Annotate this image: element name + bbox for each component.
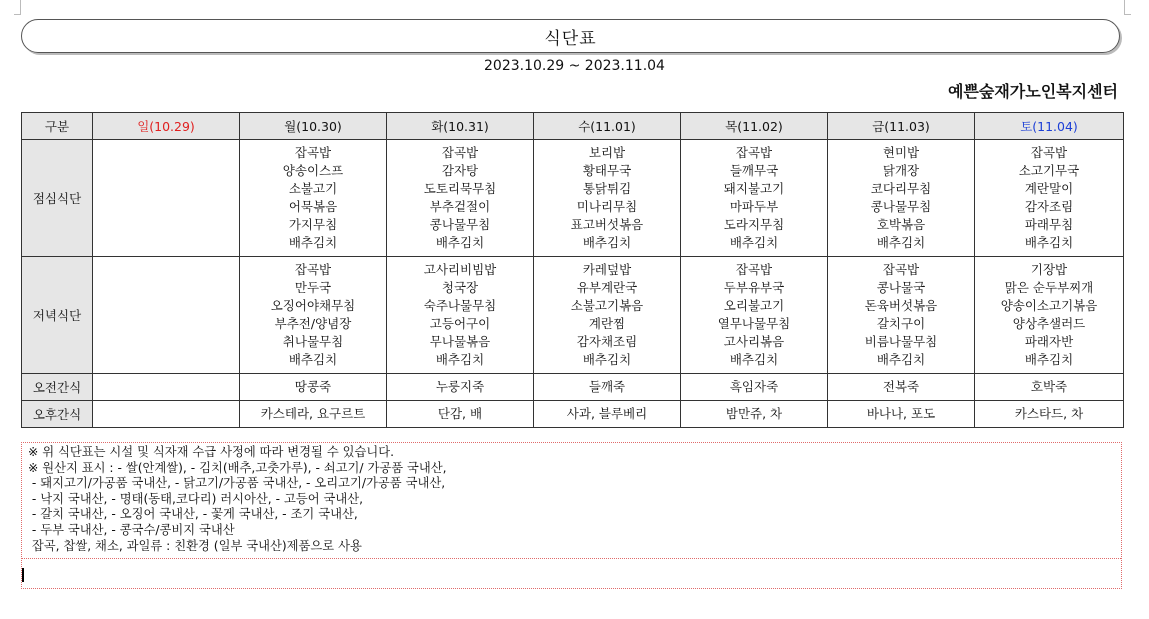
menu-item: 미나리무침 — [576, 199, 638, 214]
menu-item: 감자탕 — [441, 163, 479, 178]
menu-item: 단감, 배 — [437, 406, 483, 421]
menu-item: 콩나물무침 — [870, 199, 932, 214]
notes-list — [22, 445, 1121, 559]
title-box — [21, 19, 1120, 53]
note-line: - 두부 국내산, - 콩국수/콩비지 국내산 — [28, 522, 235, 537]
menu-cell — [975, 401, 1124, 428]
menu-item: 유부계란국 — [576, 280, 638, 295]
menu-cell — [534, 257, 681, 374]
menu-item: 감자조림 — [1024, 199, 1074, 214]
row-label: 오전간식 — [22, 374, 93, 401]
menu-cell — [975, 140, 1124, 257]
menu-item: 배추김치 — [729, 352, 779, 367]
menu-item: 양송이스프 — [282, 163, 344, 178]
menu-item: 흑임자죽 — [729, 379, 779, 394]
menu-cell — [240, 374, 387, 401]
menu-item: 호박볶음 — [876, 217, 926, 232]
menu-cell — [975, 257, 1124, 374]
menu-item: 갈치구이 — [876, 316, 926, 331]
menu-item: 들깨무국 — [729, 163, 779, 178]
menu-item: 파래무침 — [1024, 217, 1074, 232]
note-line: ※ 위 식단표는 시설 및 식자재 수급 사정에 따라 변경될 수 있습니다. — [28, 445, 395, 459]
menu-item: 돈육버섯볶음 — [864, 298, 938, 313]
menu-item: 양상추샐러드 — [1012, 316, 1086, 331]
text-cursor — [22, 568, 24, 582]
menu-item: 소불고기볶음 — [570, 298, 644, 313]
menu-item: 카레덮밥 — [582, 262, 632, 277]
menu-item: 맑은 순두부찌개 — [1004, 280, 1094, 295]
menu-item: 전복죽 — [882, 379, 920, 394]
menu-item: 열무나물무침 — [717, 316, 791, 331]
page-title: 식단표 — [544, 28, 597, 49]
menu-item: 배추김치 — [435, 352, 485, 367]
menu-item: 배추김치 — [582, 352, 632, 367]
menu-row — [22, 401, 1124, 428]
menu-item: 계란말이 — [1024, 181, 1074, 196]
day-header: 목(11.02) — [681, 113, 828, 140]
page-guide-left — [14, 0, 21, 15]
menu-item: 숙주나물무침 — [423, 298, 497, 313]
menu-item: 잡곡밥 — [882, 262, 920, 277]
menu-item: 잡곡밥 — [735, 262, 773, 277]
menu-item: 무나물볶음 — [429, 334, 491, 349]
menu-item: 바나나, 포도 — [866, 406, 936, 421]
menu-item: 배추김치 — [288, 352, 338, 367]
menu-item: 배추김치 — [1024, 235, 1074, 250]
day-header: 토(11.04) — [975, 113, 1124, 140]
menu-item: 배추김치 — [435, 235, 485, 250]
menu-cell — [240, 401, 387, 428]
menu-cell — [534, 140, 681, 257]
menu-item: 부추겉절이 — [429, 199, 491, 214]
note-line: - 갈치 국내산, - 오징어 국내산, - 꽃게 국내산, - 조기 국내산, — [28, 507, 358, 522]
menu-item: 어묵볶음 — [288, 199, 338, 214]
notes-box — [21, 442, 1122, 589]
menu-item: 잡곡밥 — [1030, 145, 1068, 160]
menu-item: 배추김치 — [876, 235, 926, 250]
menu-item: 카스타드, 차 — [1014, 406, 1084, 421]
menu-item: 황태무국 — [582, 163, 632, 178]
day-header: 월(10.30) — [240, 113, 387, 140]
menu-item: 계란찜 — [588, 316, 626, 331]
note-line: - 돼지고기/가공품 국내산, - 닭고기/가공품 국내산, - 오리고기/가공품 국내산, — [28, 476, 446, 491]
menu-item: 보리밥 — [588, 145, 626, 160]
note-line: 잡곡, 찹쌀, 채소, 과일류 : 친환경 (일부 국내산)제품으로 사용 — [28, 538, 362, 553]
menu-cell — [534, 374, 681, 401]
note-line: - 낙지 국내산, - 명태(동태,코다리) 러시아산, - 고등어 국내산, — [28, 491, 364, 506]
period-text: 2023.10.29 ~ 2023.11.04 — [484, 58, 665, 74]
row-label: 저녁식단 — [22, 257, 93, 374]
menu-item: 누룽지죽 — [435, 379, 485, 394]
menu-cell — [93, 401, 240, 428]
menu-item: 기장밥 — [1030, 262, 1068, 277]
day-header: 일(10.29) — [93, 113, 240, 140]
menu-cell — [681, 374, 828, 401]
menu-item: 고사리비빔밥 — [423, 262, 497, 277]
menu-item: 돼지불고기 — [723, 181, 785, 196]
menu-item: 카스테라, 요구르트 — [260, 406, 366, 421]
menu-cell — [681, 140, 828, 257]
menu-item: 배추김치 — [729, 235, 779, 250]
menu-item: 마파두부 — [729, 199, 779, 214]
menu-item: 잡곡밥 — [441, 145, 479, 160]
menu-item: 배추김치 — [876, 352, 926, 367]
menu-item: 배추김치 — [582, 235, 632, 250]
menu-item: 고사리볶음 — [723, 334, 785, 349]
menu-item: 청국장 — [441, 280, 479, 295]
menu-item: 표고버섯볶음 — [570, 217, 644, 232]
menu-cell — [93, 374, 240, 401]
menu-cell — [828, 374, 975, 401]
menu-cell — [387, 374, 534, 401]
note-line: ※ 원산지 표시 : - 쌀(안계쌀), - 김치(배추,고춧가루), - 쇠고기/ 가공품 국내산, — [28, 460, 447, 475]
page-guide-right — [1124, 0, 1131, 15]
menu-cell — [93, 257, 240, 374]
header-corner: 구분 — [22, 113, 93, 140]
menu-table — [21, 112, 1124, 428]
menu-item: 잡곡밥 — [294, 145, 332, 160]
menu-item: 콩나물무침 — [429, 217, 491, 232]
menu-item: 도라지무침 — [723, 217, 785, 232]
menu-item: 배추김치 — [1024, 352, 1074, 367]
menu-cell — [828, 140, 975, 257]
menu-cell — [681, 257, 828, 374]
menu-cell — [681, 401, 828, 428]
menu-cell — [828, 401, 975, 428]
menu-item: 땅콩죽 — [294, 379, 332, 394]
menu-cell — [975, 374, 1124, 401]
row-label: 점심식단 — [22, 140, 93, 257]
menu-cell — [93, 140, 240, 257]
menu-item: 오징어야채무침 — [270, 298, 356, 313]
menu-item: 잡곡밥 — [735, 145, 773, 160]
menu-item: 잡곡밥 — [294, 262, 332, 277]
menu-item: 소고기무국 — [1018, 163, 1080, 178]
menu-row — [22, 257, 1124, 374]
menu-item: 콩나물국 — [876, 280, 926, 295]
center-name: 예쁜숲재가노인복지센터 — [947, 82, 1118, 101]
menu-row — [22, 374, 1124, 401]
menu-item: 밤만쥬, 차 — [725, 406, 783, 421]
menu-item: 부추전/양념장 — [274, 316, 352, 331]
menu-cell — [828, 257, 975, 374]
menu-item: 고등어구이 — [429, 316, 491, 331]
menu-row — [22, 140, 1124, 257]
menu-item: 파래자반 — [1024, 334, 1074, 349]
menu-item: 현미밥 — [882, 145, 920, 160]
menu-item: 코다리무침 — [870, 181, 932, 196]
menu-item: 두부유부국 — [723, 280, 785, 295]
menu-item: 닭개장 — [882, 163, 920, 178]
day-header: 금(11.03) — [828, 113, 975, 140]
menu-item: 가지무침 — [288, 217, 338, 232]
menu-item: 사과, 블루베리 — [566, 406, 648, 421]
day-header: 화(10.31) — [387, 113, 534, 140]
menu-item: 도토리묵무침 — [423, 181, 497, 196]
menu-item: 감자채조림 — [576, 334, 638, 349]
day-header: 수(11.01) — [534, 113, 681, 140]
menu-item: 오리불고기 — [723, 298, 785, 313]
menu-item: 호박죽 — [1030, 379, 1068, 394]
row-label: 오후간식 — [22, 401, 93, 428]
menu-cell — [387, 401, 534, 428]
menu-item: 비름나물무침 — [864, 334, 938, 349]
menu-item: 통닭튀김 — [582, 181, 632, 196]
menu-cell — [240, 140, 387, 257]
menu-item: 소불고기 — [288, 181, 338, 196]
menu-item: 취나물무침 — [282, 334, 344, 349]
menu-cell — [387, 257, 534, 374]
menu-cell — [240, 257, 387, 374]
menu-cell — [534, 401, 681, 428]
menu-item: 만두국 — [294, 280, 332, 295]
menu-cell — [387, 140, 534, 257]
menu-item: 들깨죽 — [588, 379, 626, 394]
menu-item: 양송이소고기볶음 — [1000, 298, 1098, 313]
menu-item: 배추김치 — [288, 235, 338, 250]
